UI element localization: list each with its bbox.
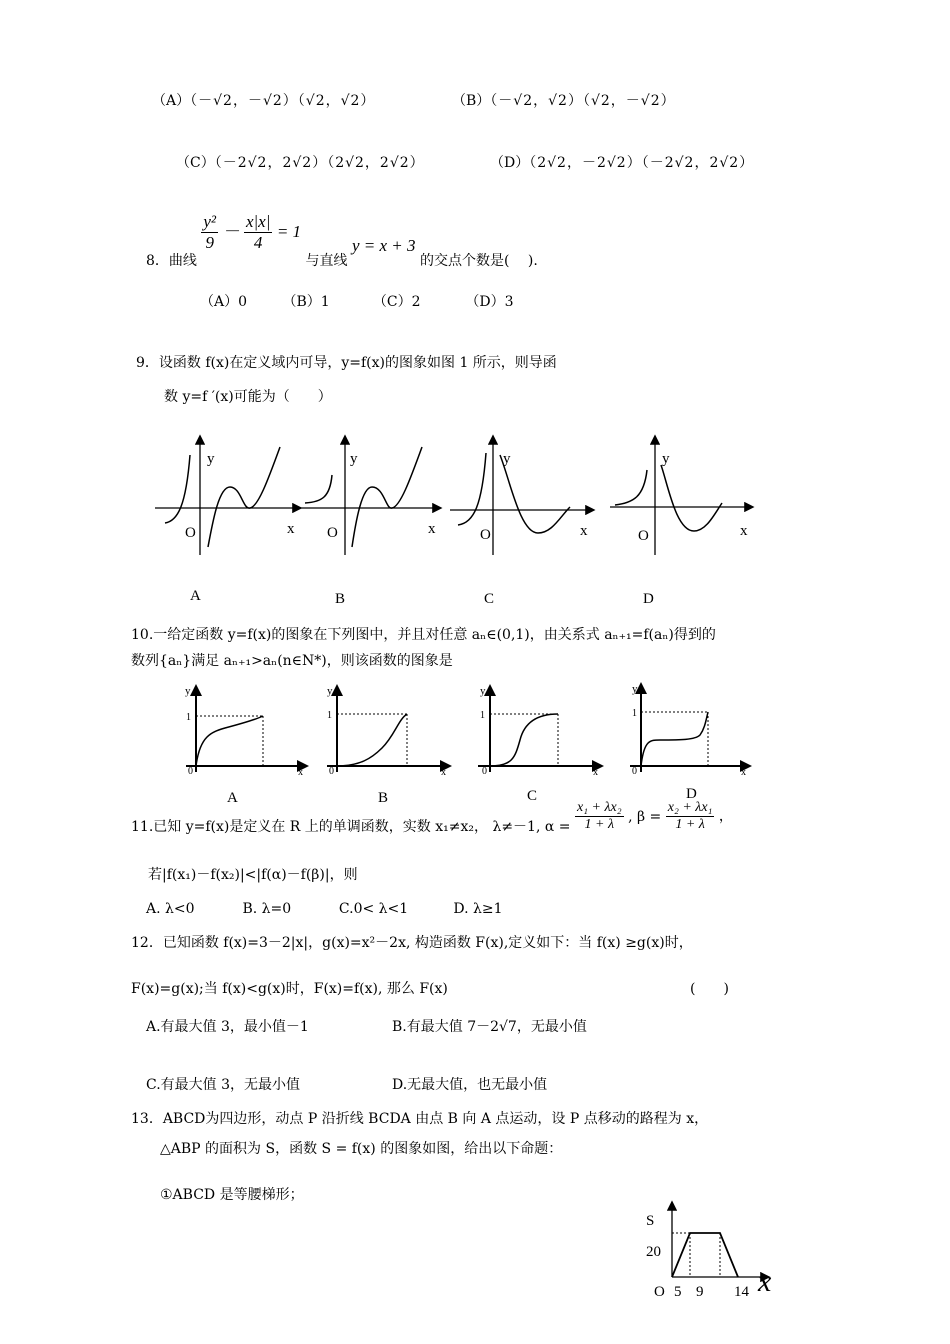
q10b-tick-one: 1 — [327, 710, 332, 721]
q13-tick-9: 9 — [696, 1284, 704, 1300]
q10c-label: C — [527, 788, 538, 804]
q10b-origin: 0 — [329, 766, 334, 777]
q13-chart — [640, 1195, 790, 1305]
q9a-label: A — [190, 588, 201, 604]
q10-graph-b — [327, 685, 448, 805]
q12-option-c: C.有最大值 3，无最小值 — [146, 1077, 301, 1093]
q7-option-d: （D）（2√2，－2√2）（－2√2，2√2） — [490, 155, 755, 171]
q10d-tick-one: 1 — [632, 708, 637, 719]
q8-fraction-2: $\frac{x|x|}{4}$ — [245, 212, 271, 252]
q9d-label: D — [643, 591, 654, 607]
q9-stem-line1: 9．设函数 f(x)在定义域内可导，y=f(x)的图象如图 1 所示，则导函 — [136, 355, 557, 371]
q10-graphs — [0, 680, 950, 805]
q9-graph-b — [300, 437, 440, 607]
q12-stem-line1: 12．已知函数 f(x)=3－2|x|，g(x)=x²－2x, 构造函数 F(x),定义如下：当 f(x) ≥g(x)时， — [131, 935, 693, 951]
q9d-origin-label: O — [638, 528, 649, 544]
q9-graph-c — [450, 437, 593, 607]
q13-s-label: S — [646, 1213, 655, 1229]
q9c-axis-y-label: y — [503, 451, 511, 467]
q10c-origin: 0 — [482, 766, 487, 777]
q9-stem-line2: 数 y=f ′(x)可能为（ ） — [164, 389, 332, 405]
q12-answer-paren: ( ) — [690, 981, 729, 997]
q9d-axis-y-label: y — [662, 451, 670, 467]
q10-stem-line2: 数列{aₙ}满足 aₙ₊₁>aₙ(n∈N*)，则该函数的图象是 — [131, 653, 453, 669]
q12-option-d: D.无最大值，也无最小值 — [392, 1077, 548, 1093]
q10-graph-c — [478, 685, 600, 804]
q10b-label: B — [378, 790, 389, 805]
q10a-axis-y-label: y — [185, 685, 191, 697]
q13-tick-14: 14 — [734, 1284, 749, 1300]
q9b-axis-y-label: y — [350, 451, 358, 467]
q9d-axis-x-label: x — [740, 523, 748, 539]
q9a-axis-y-label: y — [207, 451, 215, 467]
q10b-axis-y-label: y — [327, 685, 333, 697]
q10-stem-line1: 10.一给定函数 y=f(x)的图象在下列图中，并且对任意 aₙ∈(0,1)，由关系式 aₙ₊₁=f(aₙ)得到的 — [131, 627, 716, 643]
q10d-label: D — [686, 786, 697, 802]
q10a-origin: 0 — [188, 766, 193, 777]
q10a-axis-x-label: x — [298, 767, 303, 778]
q9b-axis-x-label: x — [428, 521, 436, 537]
q10c-axis-x-label: x — [593, 767, 598, 778]
q12-option-a: A.有最大值 3，最小值－1 — [146, 1019, 309, 1035]
q9-graph-d — [610, 437, 752, 607]
q10d-axis-x-label: x — [741, 767, 746, 778]
q11-options: A. λ<0 B. λ=0 C.0< λ<1 D. λ≥1 — [146, 901, 503, 917]
q10a-label: A — [227, 790, 238, 805]
q11-alpha-fraction: $\frac{\text{x₁ + λx₂}}{1 + \lambda}$ — [576, 800, 622, 832]
q8-fraction-1: $\frac{\text{y²}}{9}$ — [203, 212, 217, 252]
q13-tick-5: 5 — [674, 1284, 682, 1300]
q7-option-b: （B）（－√2，√2）（√2，－√2） — [452, 93, 676, 109]
q9b-origin-label: O — [327, 525, 338, 541]
q11-stem-line2: 若|f(x₁)－f(x₂)|<|f(α)－f(β)|，则 — [148, 867, 358, 883]
q9c-axis-x-label: x — [580, 523, 588, 539]
q10b-axis-x-label: x — [441, 767, 446, 778]
q13-stem-line1: 13．ABCD为四边形，动点 P 沿折线 BCDA 由点 B 向 A 点运动，设 P 点移动的路程为 x， — [131, 1111, 709, 1127]
q13-origin-label: O — [654, 1284, 665, 1300]
q9a-axis-x-label: x — [287, 521, 295, 537]
q10c-tick-one: 1 — [480, 710, 485, 721]
q10-graph-a — [185, 685, 305, 805]
q13-trapezoid-line — [672, 1233, 738, 1277]
q12-option-b: B.有最大值 7－2√7，无最小值 — [392, 1019, 587, 1035]
q10d-origin: 0 — [632, 766, 637, 777]
q8-options: （A）0 （B）1 （C）2 （D）3 — [200, 294, 514, 310]
q9c-label: C — [484, 591, 495, 607]
q11-stem-line1: 11.已知 y=f(x)是定义在 R 上的单调函数，实数 x₁≠x₂， λ≠－1, α = $\frac{\text{x₁ + λx₂}}{1 + \lambda}$ , β = $\frac{\text{x₂ + λx₁}}{1 + \lambda}$ ， — [131, 800, 733, 835]
q13-stem-line2: △ABP 的面积为 S，函数 S = f(x) 的图象如图，给出以下命题： — [160, 1141, 563, 1157]
q11-beta-fraction: $\frac{\text{x₂ + λx₁}}{1 + \lambda}$ — [667, 800, 713, 832]
q10d-axis-y-label: y — [632, 683, 638, 695]
q8-stem: 8．曲线 $\frac{\text{y²}}{9}$ － $\frac{x|x|}{4}$ = 1 与直线 y = x + 3 的交点个数是( ). — [146, 212, 538, 269]
q12-stem-line2: F(x)=g(x);当 f(x)<g(x)时，F(x)=f(x), 那么 F(x) — [131, 981, 448, 997]
q13-20-label: 20 — [646, 1244, 661, 1260]
q13-item-1: ①ABCD 是等腰梯形； — [160, 1187, 304, 1203]
q9a-origin-label: O — [185, 525, 196, 541]
q9c-origin-label: O — [480, 527, 491, 543]
q7-option-c: （C）（－2√2，2√2）（2√2，2√2） — [176, 155, 425, 171]
q9-graphs — [0, 425, 950, 615]
q7-option-a: （A）（－√2，－√2）（√2，√2） — [152, 93, 376, 109]
q10c-axis-y-label: y — [480, 685, 486, 697]
q13-x-label: x — [758, 1265, 772, 1298]
q9-graph-a — [155, 437, 300, 604]
q10a-tick-one: 1 — [186, 712, 191, 723]
q9b-label: B — [335, 591, 346, 607]
q10-graph-d — [630, 683, 748, 802]
